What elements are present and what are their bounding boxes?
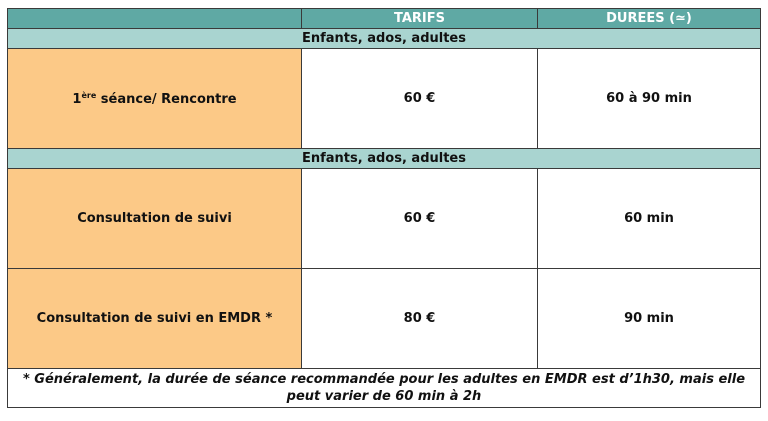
row-duration: 60 à 90 min [538,49,761,149]
header-row [8,9,761,29]
row-duration: 90 min [538,269,761,369]
row-label [8,49,302,149]
row-label: Consultation de suivi en EMDR * [8,269,302,369]
label-rest: séance/ Rencontre [96,91,237,107]
table-row [8,269,761,369]
header-tarifs: TARIFS [302,9,538,29]
label-prefix: 1 [72,91,82,107]
footnote-row [8,369,761,408]
section-row [8,149,761,169]
row-price: 60 € [302,169,538,269]
tarifs-table [7,8,761,408]
section-title: Enfants, ados, adultes [8,149,761,169]
row-label: Consultation de suivi [8,169,302,269]
row-duration: 60 min [538,169,761,269]
section-row [8,29,761,49]
row-price: 80 € [302,269,538,369]
footnote: * Généralement, la durée de séance recommandée pour les adultes en EMDR est d’1h30, mais elle peut varier de 60 min à 2h [8,369,761,408]
header-durees: DUREES (≃) [538,9,761,29]
section-title: Enfants, ados, adultes [8,29,761,49]
table-row [8,169,761,269]
header-blank-cell [8,9,302,29]
table-row [8,49,761,149]
row-price: 60 € [302,49,538,149]
label-superscript: ère [81,90,97,100]
